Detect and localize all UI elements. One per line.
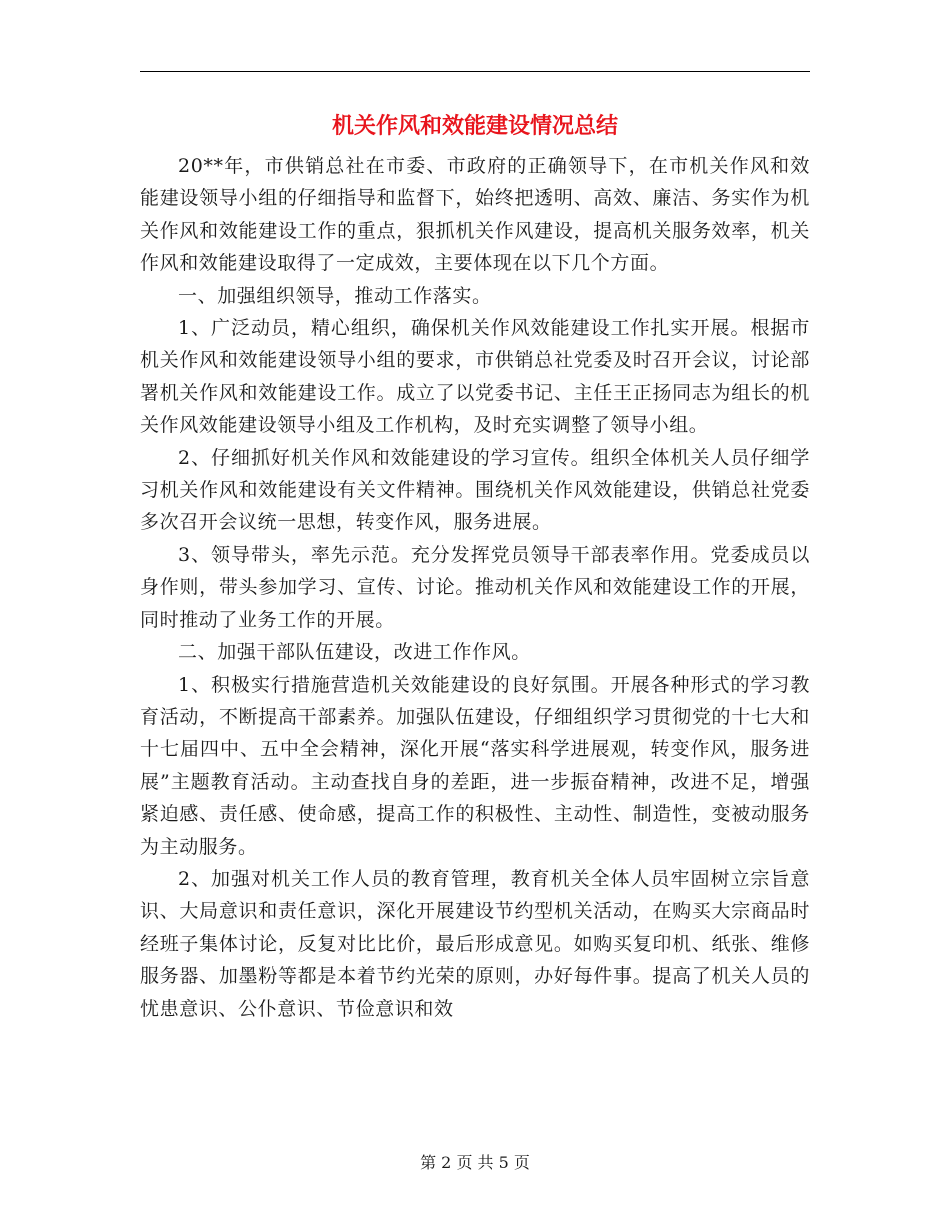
document-body <box>140 150 810 1025</box>
paragraph-1-2: 2、仔细抓好机关作风和效能建设的学习宣传。组织全体机关人员仔细学习机关作风和效能建设有关文件精神。围绕机关作风效能建设，供销总社党委多次召开会议统一思想，转变作风，服务进展。 <box>140 446 810 534</box>
document-title: 机关作风和效能建设情况总结 <box>331 113 618 139</box>
paragraph-1-1: 1、广泛动员，精心组织，确保机关作风效能建设工作扎实开展。根据市机关作风和效能建设领导小组的要求，市供销总社党委及时召开会议，讨论部署机关作风和效能建设工作。成立了以党委书记、主任王正扬同志为组长的机关作风效能建设领导小组及工作机构，及时充实调整了领导小组。 <box>140 317 810 437</box>
paragraph-2-1: 1、积极实行措施营造机关效能建设的良好氛围。开展各种形式的学习教育活动，不断提高干部素养。加强队伍建设，仔细组织学习贯彻党的十七大和十七届四中、五中全会精神，深化开展“落实科学进展观，转变作风，服务进展”主题教育活动。主动查找自身的差距，进一步振奋精神，改进不足，增强紧迫感、责任感、使命感，提高工作的积极性、主动性、制造性，变被动服务为主动服务。 <box>140 673 810 858</box>
page-number: 第 2 页 共 5 页 <box>420 1153 530 1172</box>
section-heading-2: 二、加强干部队伍建设，改进工作作风。 <box>178 641 531 664</box>
paragraph-2-2: 2、加强对机关工作人员的教育管理，教育机关全体人员牢固树立宗旨意识、大局意识和责任意识，深化开展建设节约型机关活动，在购买大宗商品时经班子集体讨论，反复对比比价，最后形成意见。如购买复印机、纸张、维修服务器、加墨粉等都是本着节约光荣的原则，办好每件事。提高了机关人员的忧患意识、公仆意识、节俭意识和效 <box>140 867 810 1020</box>
paragraph-1-3: 3、领导带头，率先示范。充分发挥党员领导干部表率作用。党委成员以身作则，带头参加学习、宣传、讨论。推动机关作风和效能建设工作的开展，同时推动了业务工作的开展。 <box>140 543 810 631</box>
paragraph-intro: 20**年，市供销总社在市委、市政府的正确领导下，在市机关作风和效能建设领导小组的仔细指导和监督下，始终把透明、高效、廉洁、务实作为机关作风和效能建设工作的重点，狠抓机关作风建设，提高机关服务效率，机关作风和效能建设取得了一定成效，主要体现在以下几个方面。 <box>140 155 810 275</box>
section-heading-1: 一、加强组织领导，推动工作落实。 <box>178 284 492 307</box>
header-rule <box>140 71 810 72</box>
